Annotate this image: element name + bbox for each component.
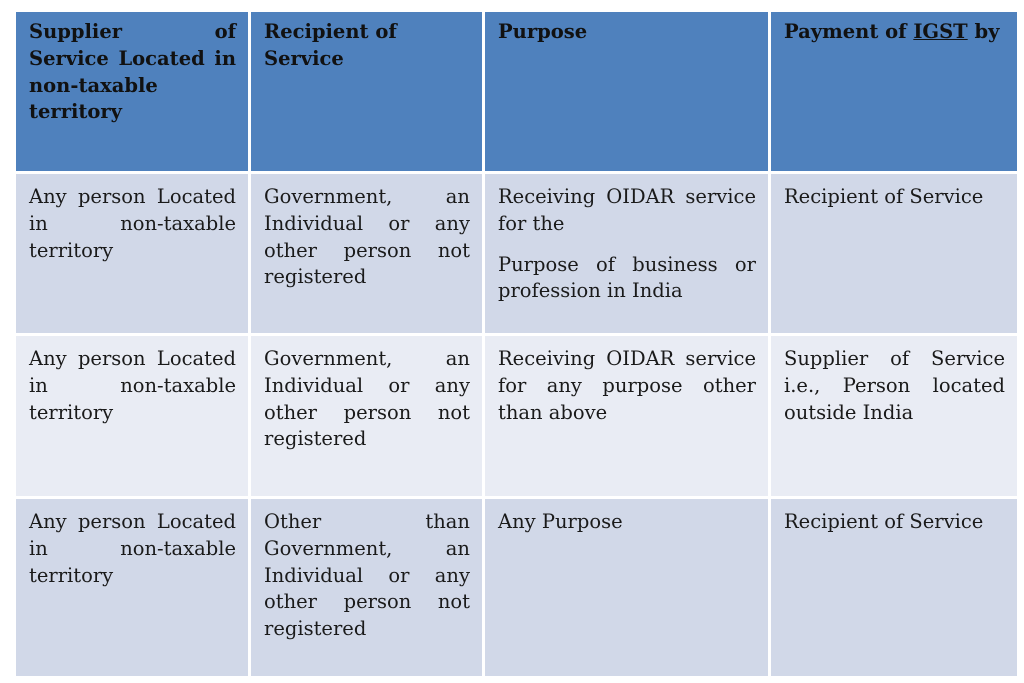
row2-supplier-cell: Any person Located in non-taxable territory [16,336,248,496]
header-payment-prefix: Payment of [784,20,914,43]
igst-link[interactable]: IGST [913,20,968,43]
row3-payment-cell: Recipient of Service [771,499,1017,676]
row1-purpose-cell [485,174,768,333]
header-payment-suffix: by [967,20,1000,43]
row2-payment-cell: Supplier of Service i.e., Person located outside India [771,336,1017,496]
row3-recipient-cell: Other than Government, an Individual or any other person not registered [251,499,482,676]
header-recipient: Recipient of Service [251,12,482,171]
row1-recipient-cell: Government, an Individual or any other person not registered [251,174,482,333]
row3-supplier-cell: Any person Located in non-taxable territory [16,499,248,676]
igst-payment-table [16,12,1008,676]
row1-payment-cell: Recipient of Service [771,174,1017,333]
header-supplier: Supplier of Service Located in non-taxable territory [16,12,248,171]
row2-recipient-cell: Government, an Individual or any other person not registered [251,336,482,496]
row2-purpose-cell: Receiving OIDAR service for any purpose other than above [485,336,768,496]
row1-purpose-line1: Receiving OIDAR service for the [498,185,756,235]
header-payment [771,12,1017,171]
row1-supplier-cell: Any person Located in non-taxable territory [16,174,248,333]
row1-purpose-line2: Purpose of business or profession in India [498,252,756,303]
header-purpose: Purpose [485,12,768,171]
row3-purpose-cell: Any Purpose [485,499,768,676]
